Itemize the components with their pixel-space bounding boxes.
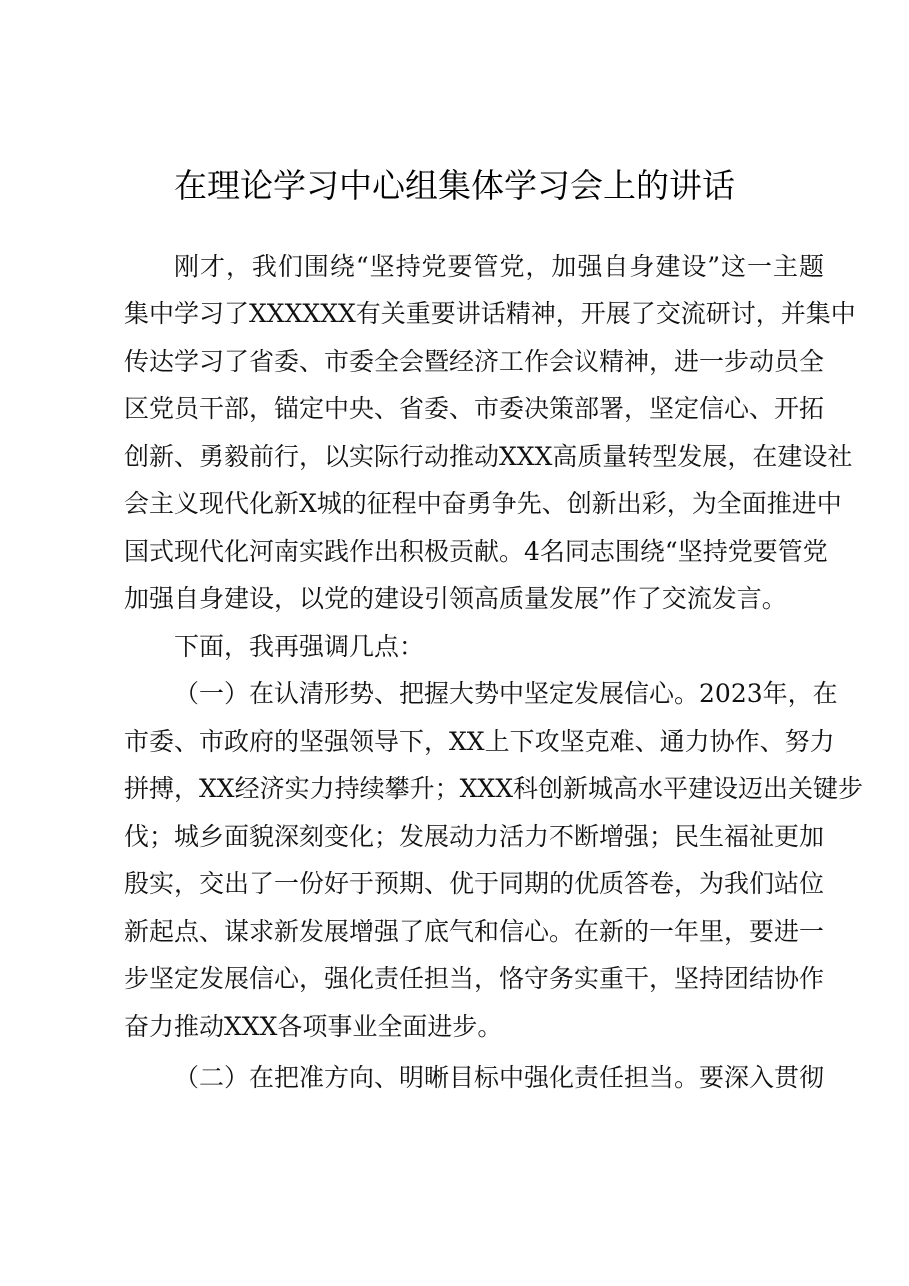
- paragraph-line: 会主义现代化新X城的征程中奋勇争先、创新出彩，为全面推进中: [124, 489, 842, 518]
- section-heading-line: （一）在认清形势、把握大势中坚定发展信心。2023年，在: [174, 679, 838, 708]
- paragraph-line: 伐；城乡面貌深刻变化；发展动力活力不断增强；民生福祉更加: [124, 822, 825, 851]
- paragraph-line: 步坚定发展信心，强化责任担当，恪守务实重干，坚持团结协作: [124, 964, 825, 993]
- paragraph-line: 区党员干部，锚定中央、省委、市委决策部署，坚定信心、开拓: [124, 394, 825, 423]
- paragraph-line: 刚才，我们围绕“坚持党要管党，加强自身建设”这一主题: [174, 252, 824, 281]
- paragraph-line: 市委、市政府的坚强领导下，XX上下攻坚克难、通力协作、努力: [124, 727, 835, 756]
- document-title: 在理论学习中心组集体学习会上的讲话: [174, 166, 735, 205]
- paragraph-line: 奋力推动XXX各项事业全面进步。: [124, 1012, 503, 1041]
- paragraph-line: 殷实，交出了一份好于预期、优于同期的优质答卷，为我们站位: [124, 869, 825, 898]
- paragraph-line: 传达学习了省委、市委全会暨经济工作会议精神，进一步动员全: [124, 347, 825, 376]
- paragraph-line: 加强自身建设，以党的建设引领高质量发展”作了交流发言。: [124, 584, 787, 613]
- paragraph-line: 集中学习了XXXXXX有关重要讲话精神，开展了交流研讨，并集中: [124, 299, 856, 328]
- paragraph-line: 拼搏，XX经济实力持续攀升；XXX科创新城高水平建设迈出关键步: [124, 774, 863, 803]
- paragraph-line: 下面，我再强调几点：: [174, 632, 425, 661]
- section-heading-line: （二）在把准方向、明晰目标中强化责任担当。要深入贯彻: [174, 1063, 825, 1092]
- paragraph-line: 国式现代化河南实践作出积极贡献。4名同志围绕“坚持党要管党: [124, 537, 828, 566]
- paragraph-line: 新起点、谋求新发展增强了底气和信心。在新的一年里，要进一: [124, 917, 825, 946]
- paragraph-line: 创新、勇毅前行，以实际行动推动XXX高质量转型发展，在建设社: [124, 442, 853, 471]
